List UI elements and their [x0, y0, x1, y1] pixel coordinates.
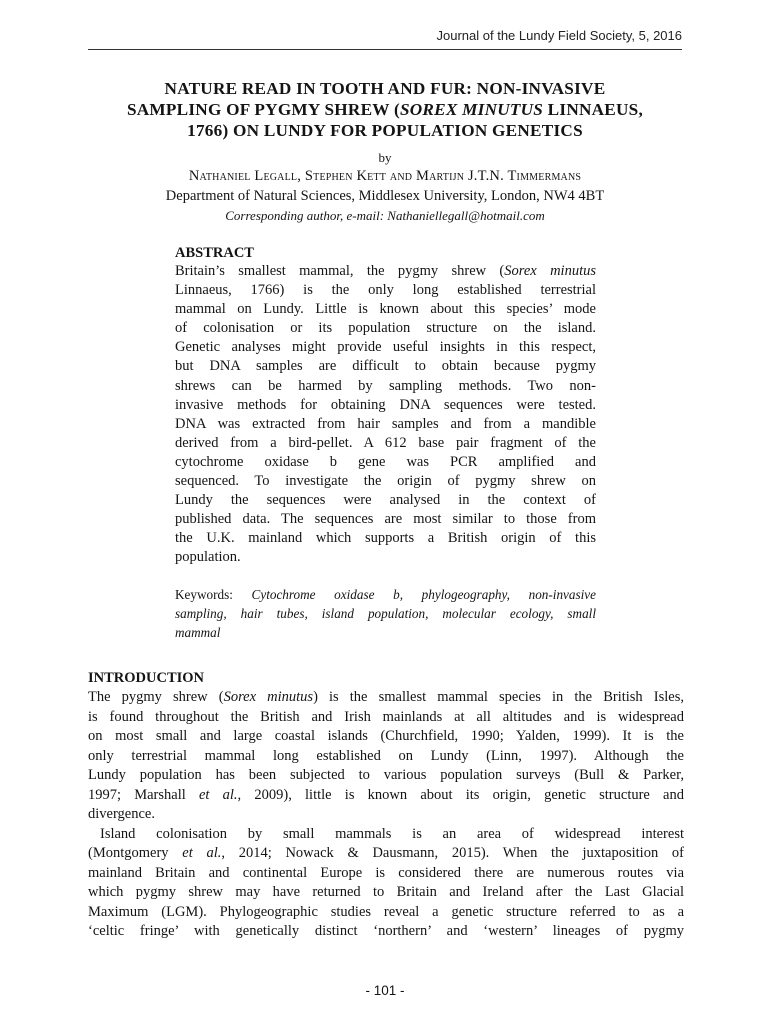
introduction-section [88, 669, 684, 942]
title-text: LINNAEUS, [543, 100, 644, 119]
abstract-line: published data. The sequences are most similar to those from [175, 511, 596, 528]
body-line: Island colonisation by small mammals is an area of widespread interest [100, 825, 684, 842]
article-title [70, 78, 700, 141]
species-name: SOREX MINUTUS [399, 100, 544, 119]
abstract-section [175, 244, 596, 642]
abstract-line: but DNA samples are difficult to obtain because pygmy [175, 358, 596, 375]
body-line: is found throughout the British and Irish mainlands at all altitudes and is widespread [88, 708, 684, 725]
body-line [88, 844, 684, 864]
keywords-line: sampling, hair tubes, island population, molecular ecology, small [175, 605, 596, 621]
body-line: Lundy population has been subjected to various population surveys (Bull & Parker, [88, 767, 684, 783]
text: (Montgomery [88, 845, 183, 861]
header-rule [88, 49, 682, 50]
keywords-line: mammal [175, 624, 221, 640]
text: , 2014; Nowack & Dausmann, 2015). When the juxtaposition of [221, 845, 685, 861]
keywords-terms: Cytochrome oxidase b, phylogeography, non-invasive [251, 586, 596, 602]
running-head: Journal of the Lundy Field Society, 5, 2016 [436, 28, 682, 43]
abstract-line [175, 262, 596, 281]
page-number: - 101 - [365, 983, 405, 998]
body-line: divergence. [88, 806, 155, 822]
text: ) is the smallest mammal species in the British Isles, [313, 689, 684, 705]
species-name: Sorex minutus [504, 263, 596, 279]
body-line: on most small and large coastal islands (Churchfield, 1990; Yalden, 1999). It is the [88, 728, 684, 744]
abstract-heading: ABSTRACT [175, 245, 254, 261]
abstract-line: DNA was extracted from hair samples and from a mandible [175, 415, 596, 432]
text: The pygmy shrew ( [88, 689, 224, 705]
authors: Nathaniel Legall, Stephen Kett and Martijn J.T.N. Timmermans [188, 168, 582, 184]
body-line: only terrestrial mammal long established on Lundy (Linn, 1997). Although the [88, 747, 684, 764]
body-line: mainland Britain and continental Europe is considered there are numerous routes via [88, 864, 684, 881]
abstract-line: Genetic analyses might provide useful insights in this respect, [175, 339, 596, 356]
abstract-line: invasive methods for obtaining DNA sequences were tested. [175, 396, 596, 413]
abstract-line: Lundy the sequences were analysed in the context of [175, 492, 596, 509]
body-line: which pygmy shrew may have returned to Britain and Ireland after the Last Glacial [88, 884, 684, 900]
title-line: NATURE READ IN TOOTH AND FUR: NON-INVASIVE [164, 79, 606, 98]
abstract-line: sequenced. To investigate the origin of pygmy shrew on [175, 473, 596, 490]
species-name: Sorex minutus [223, 689, 314, 705]
text: 1997; Marshall [88, 786, 199, 803]
body-line [88, 688, 684, 708]
abstract-line: cytochrome oxidase b gene was PCR amplified and [175, 453, 596, 470]
abstract-line: population. [175, 549, 241, 566]
keywords-line [175, 585, 596, 604]
text: , 2009), little is known about its origin, genetic structure and [237, 786, 684, 803]
by-line: by [378, 150, 392, 165]
abstract-line: shrews can be harmed by sampling methods. Two non- [175, 377, 596, 394]
abstract-line: derived from a bird-pellet. A 612 base pair fragment of the [175, 434, 596, 451]
title-text: SAMPLING OF PYGMY SHREW ( [126, 100, 400, 119]
citation-etal: et al. [182, 845, 222, 861]
abstract-line: of colonisation or its population structure on the island. [175, 320, 596, 337]
title-line [70, 99, 700, 120]
body-line [88, 786, 684, 806]
keywords [175, 585, 596, 642]
text: Britain’s smallest mammal, the pygmy shrew ( [175, 263, 505, 279]
citation-etal: et al. [198, 786, 238, 803]
affiliation: Department of Natural Sciences, Middlesex University, London, NW4 4BT [165, 188, 605, 204]
keywords-label: Keywords: [175, 586, 252, 602]
abstract-line: Linnaeus, 1766) is the only long established terrestrial [175, 282, 596, 299]
body-line: Maximum (LGM). Phylogeographic studies reveal a genetic structure referred to as a [88, 903, 684, 920]
title-line: 1766) ON LUNDY FOR POPULATION GENETICS [187, 121, 583, 140]
abstract-line: mammal on Lundy. Little is known about this species’ mode [175, 301, 596, 318]
corresponding-email: Corresponding author, e-mail: Nathaniellegall@hotmail.com [225, 208, 545, 223]
introduction-heading: INTRODUCTION [88, 670, 205, 686]
body-line: ‘celtic fringe’ with genetically distinct ‘northern’ and ‘western’ lineages of pygmy [88, 923, 684, 939]
abstract-line: the U.K. mainland which supports a British origin of this [175, 530, 596, 547]
